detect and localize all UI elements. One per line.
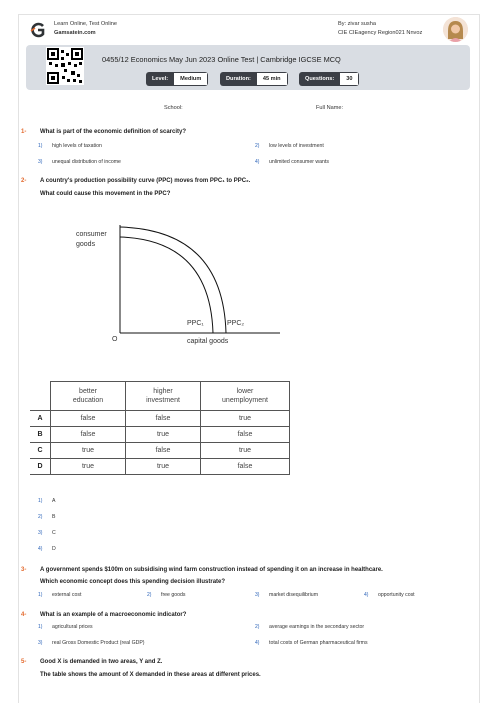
question-text: What is part of the economic definition of scarcity? xyxy=(40,129,187,135)
site-link[interactable]: Gamsatein.com xyxy=(54,30,96,36)
duration-value: 45 min xyxy=(257,72,288,86)
question-text: What is an example of a macroeconomic indicator? xyxy=(40,612,187,618)
option-text[interactable]: real Gross Domestic Product (real GDP) xyxy=(52,640,145,646)
option-number: 1) xyxy=(38,143,43,149)
option-text[interactable]: average earnings in the secondary sector xyxy=(269,624,365,630)
tagline: Learn Online, Test Online xyxy=(54,21,118,27)
page-title: 0455/12 Economics May Jun 2023 Online Test | Cambridge IGCSE MCQ xyxy=(102,55,341,64)
option-text[interactable]: unlimited consumer wants xyxy=(269,159,329,165)
table-row xyxy=(30,411,290,427)
questions-chip xyxy=(299,72,359,86)
duration-chip xyxy=(220,72,288,86)
table-row xyxy=(30,443,290,459)
question-text: Which economic concept does this spending decision illustrate? xyxy=(40,579,226,585)
option-text[interactable]: total costs of German pharmaceutical firms xyxy=(269,640,368,646)
page-frame xyxy=(18,14,480,703)
row-label: D xyxy=(30,459,51,475)
question-text: A country's production possibility curve (PPC) moves from PPC₁ to PPC₂. xyxy=(40,178,251,184)
table-cell: true xyxy=(201,443,290,459)
option-number: 3) xyxy=(38,640,43,646)
y-axis-label: goods xyxy=(76,241,96,248)
option-number: 3) xyxy=(38,530,43,536)
table-cell: true xyxy=(51,459,126,475)
qr-code-icon xyxy=(46,47,84,85)
option-text[interactable]: external cost xyxy=(52,592,82,598)
question-number: 2- xyxy=(21,178,27,184)
column-header: higher investment xyxy=(126,382,201,411)
question-text: What could cause this movement in the PPC? xyxy=(40,191,171,197)
table-row xyxy=(30,427,290,443)
table-header-row xyxy=(30,382,290,411)
level-label: Level: xyxy=(146,72,174,86)
school-field[interactable]: School: xyxy=(164,105,183,111)
option-number: 1) xyxy=(38,592,43,598)
option-number: 2) xyxy=(147,592,152,598)
option-text[interactable]: A xyxy=(52,498,56,504)
option-number: 2) xyxy=(38,514,43,520)
table-cell: false xyxy=(126,443,201,459)
level-chip xyxy=(146,72,208,86)
origin-label: O xyxy=(112,336,118,343)
option-number: 1) xyxy=(38,624,43,630)
table-cell: false xyxy=(201,427,290,443)
option-text[interactable]: C xyxy=(52,530,56,536)
y-axis-label: consumer xyxy=(76,231,107,238)
question-text: Good X is demanded in two areas, Y and Z. xyxy=(40,659,163,665)
option-number: 4) xyxy=(364,592,369,598)
table-cell: true xyxy=(126,427,201,443)
row-label: A xyxy=(30,411,51,427)
option-text[interactable]: unequal distribution of income xyxy=(52,159,121,165)
option-number: 3) xyxy=(255,592,260,598)
table-cell: true xyxy=(51,443,126,459)
question-number: 5- xyxy=(21,659,27,665)
option-text[interactable]: high levels of taxation xyxy=(52,143,102,149)
option-text[interactable]: opportunity cost xyxy=(378,592,415,598)
ppc2-curve xyxy=(120,227,226,333)
avatar xyxy=(443,17,468,42)
table-corner xyxy=(30,382,51,411)
row-label: B xyxy=(30,427,51,443)
option-number: 1) xyxy=(38,498,43,504)
ppc1-curve xyxy=(120,237,213,333)
question-number: 3- xyxy=(21,567,27,573)
table-cell: false xyxy=(201,459,290,475)
questions-label: Questions: xyxy=(299,72,340,86)
column-header: lower unemployment xyxy=(201,382,290,411)
option-number: 3) xyxy=(38,159,43,165)
ppc1-label: PPC₁ xyxy=(187,320,204,327)
ppc-diagram xyxy=(70,220,290,355)
row-label: C xyxy=(30,443,51,459)
x-axis-label: capital goods xyxy=(187,338,229,345)
option-number: 4) xyxy=(38,546,43,552)
name-field[interactable]: Full Name: xyxy=(316,105,344,111)
organization: CIE CIEagency Region021 Nnvoz xyxy=(338,30,423,36)
duration-label: Duration: xyxy=(220,72,257,86)
question-text: A government spends $100m on subsidising wind farm construction instead of spending it on an increase in healthcare. xyxy=(40,567,383,573)
logo xyxy=(30,22,46,38)
table-cell: true xyxy=(201,411,290,427)
column-header: better education xyxy=(51,382,126,411)
option-number: 2) xyxy=(255,143,260,149)
table-row xyxy=(30,459,290,475)
questions-value: 30 xyxy=(340,72,359,86)
ppc2-label: PPC₂ xyxy=(227,320,245,327)
option-number: 4) xyxy=(255,159,260,165)
question-text: The table shows the amount of X demanded in these areas at different prices. xyxy=(40,672,261,678)
question-number: 4- xyxy=(21,612,27,618)
question-number: 1- xyxy=(21,129,27,135)
option-text[interactable]: market disequilibrium xyxy=(269,592,319,598)
options-table xyxy=(30,381,290,475)
table-cell: true xyxy=(126,459,201,475)
option-text[interactable]: B xyxy=(52,514,56,520)
author: By: zivar susha xyxy=(338,21,376,27)
option-text[interactable]: free goods xyxy=(161,592,186,598)
table-cell: false xyxy=(51,427,126,443)
option-text[interactable]: low levels of investment xyxy=(269,143,324,149)
option-text[interactable]: D xyxy=(52,546,56,552)
table-cell: false xyxy=(51,411,126,427)
option-number: 2) xyxy=(255,624,260,630)
level-value: Medium xyxy=(174,72,208,86)
option-text[interactable]: agricultural prices xyxy=(52,624,93,630)
option-number: 4) xyxy=(255,640,260,646)
table-cell: false xyxy=(126,411,201,427)
